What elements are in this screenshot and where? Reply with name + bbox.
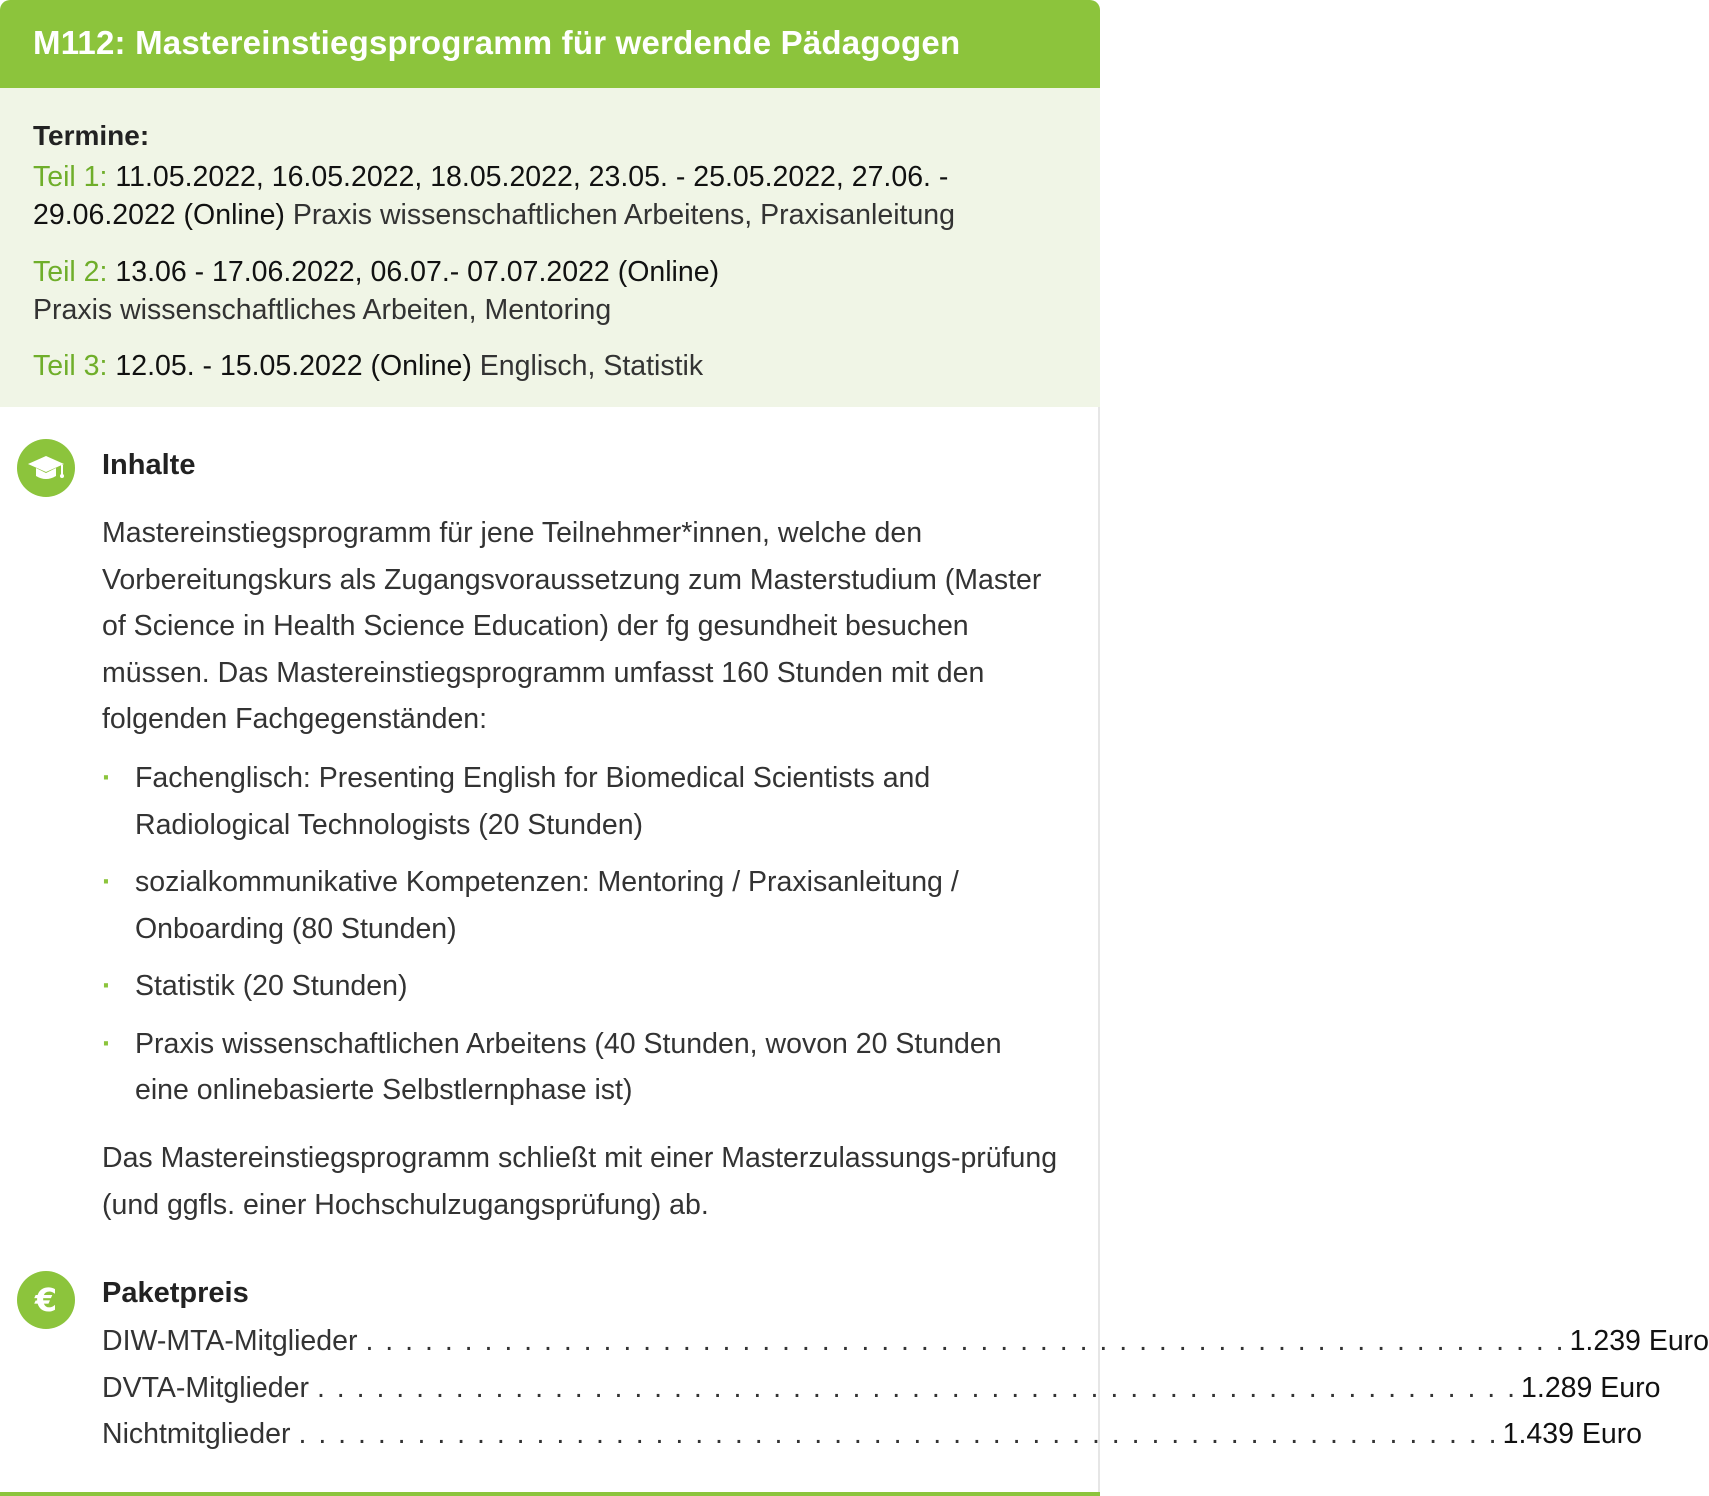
termin-teil-3	[33, 347, 1083, 385]
inhalte-bullet-list	[102, 755, 1062, 1125]
dot-leader: . . . . . . . . . . . . . . . . . . . . . . . . . . . . . . . . . . . . . . . . . . . . . . . . . . . . . . . . . . . . .	[365, 1325, 1566, 1357]
termin-topics: Englisch, Statistik	[479, 350, 704, 382]
termin-label: Teil 1:	[33, 161, 108, 193]
list-item	[102, 859, 1062, 952]
dot-leader: . . . . . . . . . . . . . . . . . . . . . . . . . . . . . . . . . . . . . . . . . . . . . . . . . . . . . . . . . . . . .	[298, 1418, 1499, 1450]
euro-glyph: €	[34, 1281, 58, 1319]
bullet-marker: ·	[102, 970, 112, 1002]
list-item	[102, 1021, 1062, 1114]
list-item	[102, 755, 1062, 848]
termine-heading: Termine:	[33, 120, 150, 151]
bullet-marker: ·	[102, 866, 112, 898]
termin-teil-1	[33, 158, 1083, 234]
list-item	[102, 963, 1062, 1010]
price-row	[102, 1411, 1643, 1458]
bullet-marker: ·	[102, 762, 112, 794]
course-title: M112: Mastereinstiegsprogramm für werdende Pädagogen	[33, 24, 961, 61]
termin-dates: 12.05. - 15.05.2022 (Online)	[115, 350, 472, 382]
inhalte-intro: Mastereinstiegsprogramm für jene Teilnehmer*innen, welche den Vorbereitungskurs als Zugangsvoraussetzung zum Masterstudium (Master of Science in Health Science Education) der fg gesundheit besuchen müssen. Das Mastereinstiegsprogramm umfasst 160 Stunden mit den folgenden Fachgegenständen:	[102, 517, 1042, 735]
price-value: 1.439 Euro	[1502, 1418, 1643, 1450]
list-item-text: sozialkommunikative Kompetenzen: Mentoring / Praxisanleitung / Onboarding (80 Stunden)	[135, 866, 959, 945]
bullet-marker: ·	[102, 1027, 112, 1060]
termin-topics: Praxis wissenschaftlichen Arbeitens, Praxisanleitung	[292, 199, 956, 231]
termin-label: Teil 3:	[33, 350, 108, 382]
price-row	[102, 1365, 1661, 1412]
price-label: DIW-MTA-Mitglieder	[102, 1325, 358, 1357]
bottom-divider	[0, 1492, 1100, 1496]
price-row	[102, 1318, 1709, 1365]
termin-teil-2	[33, 253, 1083, 329]
termin-label: Teil 2:	[33, 256, 108, 288]
euro-icon	[17, 1271, 75, 1329]
list-item-text: Praxis wissenschaftlichen Arbeitens (40 Stunden, wovon 20 Stunden eine onlinebasierte Selbstlernphase ist)	[135, 1027, 1002, 1106]
price-list	[102, 1318, 1709, 1458]
inhalte-closing: Das Mastereinstiegsprogramm schließt mit einer Masterzulassungs-prüfung (und ggfls. einer Hochschulzugangsprüfung) ab.	[102, 1142, 1058, 1221]
graduation-cap-icon	[17, 439, 75, 497]
termin-topics: Praxis wissenschaftliches Arbeiten, Mentoring	[33, 294, 612, 326]
price-label: DVTA-Mitglieder	[102, 1371, 309, 1404]
list-item-text: Fachenglisch: Presenting English for Biomedical Scientists and Radiological Technologists (20 Stunden)	[135, 762, 931, 841]
price-value: 1.239 Euro	[1569, 1325, 1709, 1357]
termin-dates: 11.05.2022, 16.05.2022, 18.05.2022, 23.05. - 25.05.2022, 27.06. - 29.06.2022 (Online)	[33, 161, 949, 231]
list-item-text: Statistik (20 Stunden)	[135, 970, 408, 1002]
termin-dates: 13.06 - 17.06.2022, 06.07.- 07.07.2022 (Online)	[115, 256, 720, 288]
price-label: Nichtmitglieder	[102, 1418, 291, 1450]
price-value: 1.289 Euro	[1521, 1371, 1661, 1404]
inhalte-title: Inhalte	[102, 449, 196, 481]
termine-panel	[0, 88, 1100, 407]
paketpreis-title: Paketpreis	[102, 1277, 249, 1309]
dot-leader: . . . . . . . . . . . . . . . . . . . . . . . . . . . . . . . . . . . . . . . . . . . . . . . . . . . . . . . . . . . . .	[316, 1371, 1518, 1404]
course-header	[0, 0, 1100, 88]
